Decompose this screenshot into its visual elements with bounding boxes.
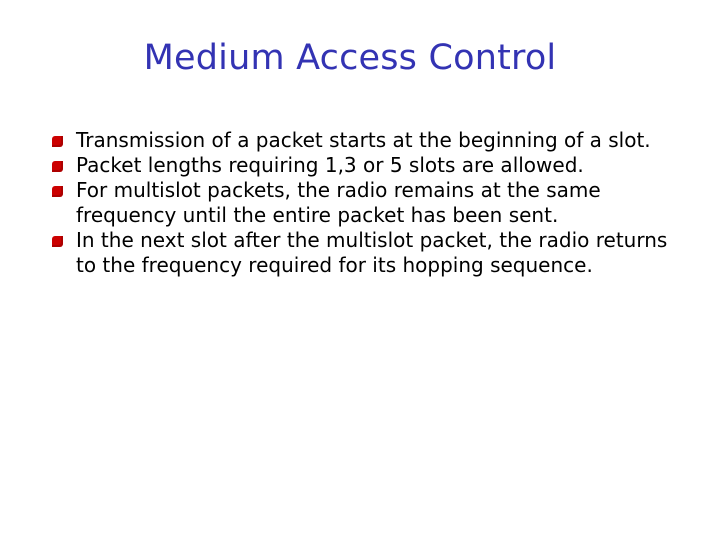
bullet-marker-icon [52, 136, 63, 147]
bullet-marker-icon [52, 161, 63, 172]
bullet-item [52, 153, 692, 178]
bullet-item [52, 128, 692, 153]
bullet-marker-icon [52, 186, 63, 197]
bullet-text: Transmission of a packet starts at the beginning of a slot. [76, 128, 651, 152]
bullet-list [52, 128, 692, 278]
bullet-text: For multislot packets, the radio remains at the same frequency until the entire packet has been sent. [76, 178, 601, 227]
bullet-marker-icon [52, 236, 63, 247]
bullet-text: In the next slot after the multislot packet, the radio returns to the frequency required for its hopping sequence. [76, 228, 668, 277]
bullet-item [52, 178, 692, 228]
bullet-item [52, 228, 692, 278]
bullet-text: Packet lengths requiring 1,3 or 5 slots are allowed. [76, 153, 584, 177]
slide-title: Medium Access Control [143, 38, 557, 78]
